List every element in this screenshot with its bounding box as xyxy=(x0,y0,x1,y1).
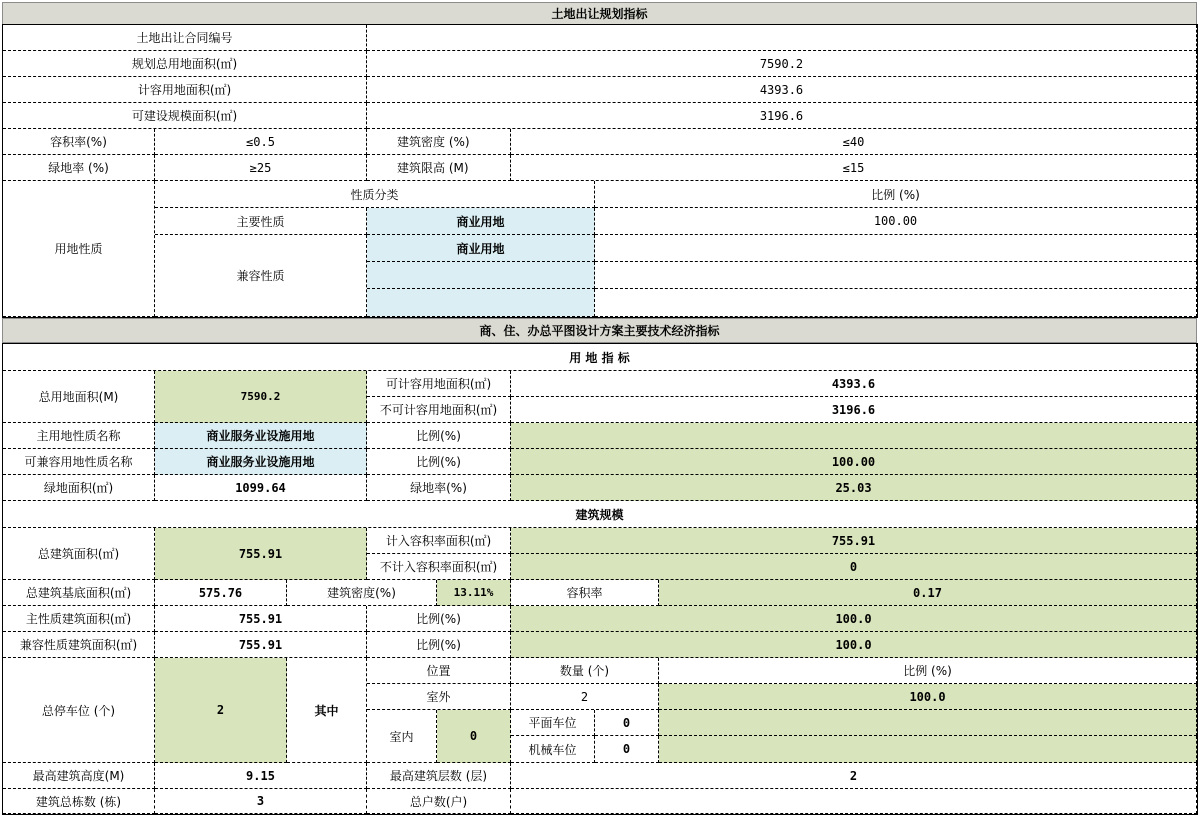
flat-parking-count: 0 xyxy=(595,710,659,736)
compat-ratio-label: 比例(%) xyxy=(367,449,511,475)
density2-value: 13.11% xyxy=(437,580,511,606)
density-label: 建筑密度 (%) xyxy=(367,129,511,155)
far2-value: 0.17 xyxy=(659,580,1197,606)
far2-label: 容积率 xyxy=(511,580,659,606)
main-ratio-label: 比例(%) xyxy=(367,423,511,449)
compat-use-ratio-2 xyxy=(595,262,1197,289)
build-scale-value: 3196.6 xyxy=(367,103,1197,129)
nonfar-build-value: 0 xyxy=(511,554,1197,580)
main-use-name-label: 主用地性质名称 xyxy=(3,423,155,449)
households-value xyxy=(511,789,1197,814)
total-area-value: 7590.2 xyxy=(367,51,1197,77)
total-build-value: 755.91 xyxy=(155,528,367,580)
max-height-value: 9.15 xyxy=(155,763,367,789)
max-floors-label: 最高建筑层数 (层) xyxy=(367,763,511,789)
compat-build-ratio-value: 100.0 xyxy=(511,632,1197,658)
section1-title: 土地出让规划指标 xyxy=(2,2,1197,25)
green-rate-value: 25.03 xyxy=(511,475,1197,501)
far-area-value: 4393.6 xyxy=(367,77,1197,103)
section2-title: 商、住、办总平图设计方案主要技术经济指标 xyxy=(2,318,1197,343)
far-area-label: 计容用地面积(㎡) xyxy=(3,77,367,103)
main-build-ratio-value: 100.0 xyxy=(511,606,1197,632)
land-use-label: 用地性质 xyxy=(3,181,155,317)
green-area-label: 绿地面积(㎡) xyxy=(3,475,155,501)
nonfar-land-value: 3196.6 xyxy=(511,397,1197,423)
density-value: ≤40 xyxy=(511,129,1197,155)
outdoor-label: 室外 xyxy=(367,684,511,710)
land-indicators-header: 用 地 指 标 xyxy=(3,344,1197,371)
mech-parking-count: 0 xyxy=(595,736,659,763)
base-area-label: 总建筑基底面积(㎡) xyxy=(3,580,155,606)
far-land-label: 可计容用地面积(㎡) xyxy=(367,371,511,397)
households-label: 总户数(户) xyxy=(367,789,511,814)
building-count-value: 3 xyxy=(155,789,367,814)
main-use-label: 主要性质 xyxy=(155,208,367,235)
compat-use-value-2 xyxy=(367,262,595,289)
height-value: ≤15 xyxy=(511,155,1197,181)
building-count-label: 建筑总栋数 (栋) xyxy=(3,789,155,814)
total-area-label: 规划总用地面积(㎡) xyxy=(3,51,367,77)
contract-no-label: 土地出让合同编号 xyxy=(3,25,367,51)
indoor-count: 0 xyxy=(437,710,511,763)
main-build-ratio-label: 比例(%) xyxy=(367,606,511,632)
category-header: 性质分类 xyxy=(155,181,595,208)
total-build-label: 总建筑面积(㎡) xyxy=(3,528,155,580)
compat-use-label: 兼容性质 xyxy=(155,235,367,317)
parking-label: 总停车位 (个) xyxy=(3,658,155,763)
far-build-label: 计入容积率面积(㎡) xyxy=(367,528,511,554)
position-header: 位置 xyxy=(367,658,511,684)
mech-parking-label: 机械车位 xyxy=(511,736,595,763)
main-build-value: 755.91 xyxy=(155,606,367,632)
among-label: 其中 xyxy=(287,658,367,763)
density2-label: 建筑密度(%) xyxy=(287,580,437,606)
build-scale-header: 建筑规模 xyxy=(3,501,1197,528)
nonfar-build-label: 不计入容积率面积(㎡) xyxy=(367,554,511,580)
flat-parking-ratio xyxy=(659,710,1197,736)
contract-no-value xyxy=(367,25,1197,51)
build-scale-label: 可建设规模面积(㎡) xyxy=(3,103,367,129)
total-land-value: 7590.2 xyxy=(155,371,367,423)
parking-value: 2 xyxy=(155,658,287,763)
green-label: 绿地率 (%) xyxy=(3,155,155,181)
ratio-header: 比例 (%) xyxy=(595,181,1197,208)
main-build-label: 主性质建筑面积(㎡) xyxy=(3,606,155,632)
compat-build-value: 755.91 xyxy=(155,632,367,658)
far-build-value: 755.91 xyxy=(511,528,1197,554)
compat-use-name-value: 商业服务业设施用地 xyxy=(155,449,367,475)
compat-use-value-1: 商业用地 xyxy=(367,235,595,262)
main-use-value: 商业用地 xyxy=(367,208,595,235)
flat-parking-label: 平面车位 xyxy=(511,710,595,736)
compat-use-name-label: 可兼容用地性质名称 xyxy=(3,449,155,475)
count-header: 数量 (个) xyxy=(511,658,659,684)
far-value: ≤0.5 xyxy=(155,129,367,155)
mech-parking-ratio xyxy=(659,736,1197,763)
green-area-value: 1099.64 xyxy=(155,475,367,501)
total-land-label: 总用地面积(M) xyxy=(3,371,155,423)
far-land-value: 4393.6 xyxy=(511,371,1197,397)
far-label: 容积率(%) xyxy=(3,129,155,155)
base-area-value: 575.76 xyxy=(155,580,287,606)
compat-build-ratio-label: 比例(%) xyxy=(367,632,511,658)
parking-ratio-header: 比例 (%) xyxy=(659,658,1197,684)
compat-build-label: 兼容性质建筑面积(㎡) xyxy=(3,632,155,658)
max-floors-value: 2 xyxy=(511,763,1197,789)
height-label: 建筑限高 (M) xyxy=(367,155,511,181)
max-height-label: 最高建筑高度(M) xyxy=(3,763,155,789)
green-value: ≥25 xyxy=(155,155,367,181)
outdoor-count: 2 xyxy=(511,684,659,710)
outdoor-ratio: 100.0 xyxy=(659,684,1197,710)
compat-ratio-value: 100.00 xyxy=(511,449,1197,475)
green-rate-label: 绿地率(%) xyxy=(367,475,511,501)
indoor-label: 室内 xyxy=(367,710,437,763)
compat-use-value-3 xyxy=(367,289,595,317)
nonfar-land-label: 不可计容用地面积(㎡) xyxy=(367,397,511,423)
main-use-ratio: 100.00 xyxy=(595,208,1197,235)
main-use-name-value: 商业服务业设施用地 xyxy=(155,423,367,449)
compat-use-ratio-1 xyxy=(595,235,1197,262)
compat-use-ratio-3 xyxy=(595,289,1197,317)
main-ratio-value xyxy=(511,423,1197,449)
